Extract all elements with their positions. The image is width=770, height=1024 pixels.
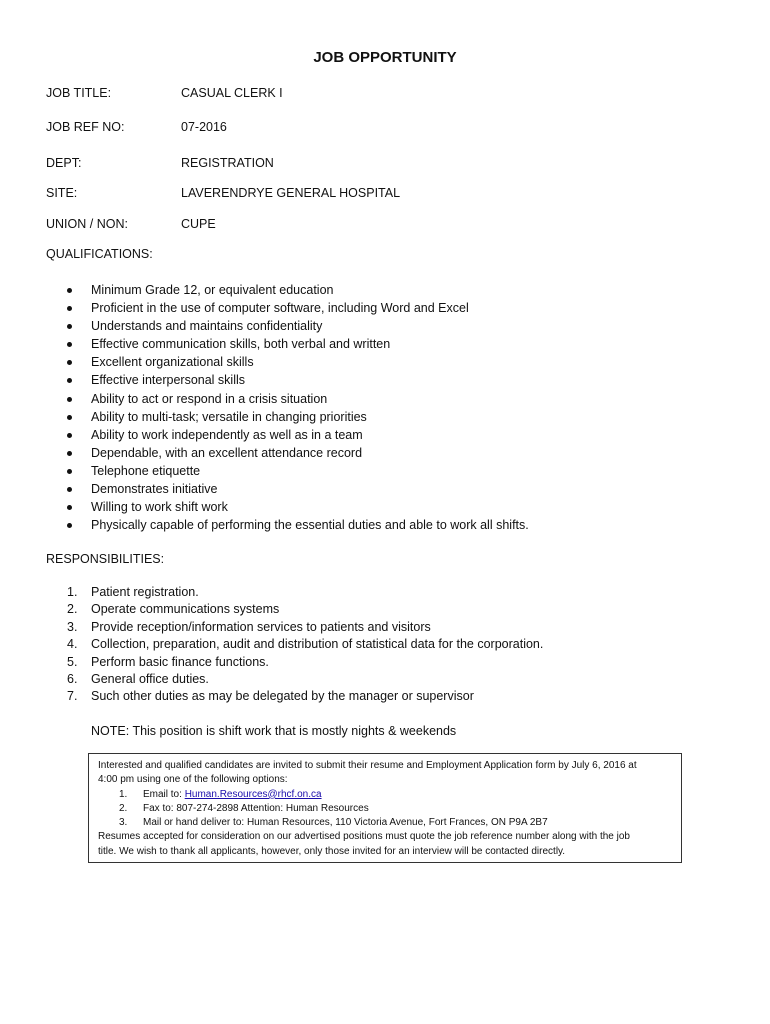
list-item bbox=[46, 516, 529, 534]
application-notice-box bbox=[88, 753, 682, 863]
list-number: 2. bbox=[67, 602, 78, 617]
list-item bbox=[46, 654, 543, 671]
list-item-text: Telephone etiquette bbox=[91, 463, 201, 478]
job-title-label: JOB TITLE: bbox=[46, 86, 112, 100]
notice-intro-line-2: 4:00 pm using one of the following options: bbox=[98, 774, 288, 786]
list-item bbox=[46, 353, 529, 371]
option-mail bbox=[98, 816, 672, 830]
list-item bbox=[46, 281, 529, 299]
dept-label: DEPT: bbox=[46, 156, 82, 170]
list-item-text: Such other duties as may be delegated by the manager or supervisor bbox=[91, 689, 474, 704]
list-item-text: Excellent organizational skills bbox=[91, 355, 254, 370]
list-item-text: Patient registration. bbox=[91, 585, 199, 599]
list-item bbox=[46, 636, 543, 653]
qualifications-heading: QUALIFICATIONS: bbox=[46, 247, 153, 261]
bullet-icon bbox=[67, 288, 72, 293]
list-item bbox=[46, 390, 529, 408]
list-item-text: Demonstrates initiative bbox=[91, 482, 218, 497]
list-number: 1. bbox=[67, 585, 78, 599]
list-item-text: Minimum Grade 12, or equivalent education bbox=[91, 283, 334, 297]
list-item-text: Ability to act or respond in a crisis situation bbox=[91, 391, 328, 406]
list-item-text: Effective communication skills, both verbal and written bbox=[91, 337, 391, 352]
option-text: Email to: bbox=[143, 788, 185, 800]
list-item-text: Willing to work shift work bbox=[91, 500, 228, 515]
site-value: LAVERENDRYE GENERAL HOSPITAL bbox=[181, 186, 401, 200]
list-item bbox=[46, 335, 529, 353]
page-title: JOB OPPORTUNITY bbox=[313, 49, 457, 66]
list-item-text: Provide reception/information services to patients and visitors bbox=[91, 619, 431, 634]
job-ref-value: 07-2016 bbox=[181, 120, 227, 134]
bullet-icon bbox=[67, 324, 72, 329]
list-item-text: Proficient in the use of computer software, including Word and Excel bbox=[91, 301, 469, 316]
list-item-text: Ability to work independently as well as in a team bbox=[91, 427, 363, 442]
list-number: 2. bbox=[119, 802, 128, 814]
list-item bbox=[46, 601, 543, 618]
site-label: SITE: bbox=[46, 186, 78, 200]
list-item bbox=[46, 317, 529, 335]
list-item-text: General office duties. bbox=[91, 671, 209, 686]
list-item bbox=[46, 498, 529, 516]
bullet-icon bbox=[67, 378, 72, 383]
bullet-icon bbox=[67, 469, 72, 474]
bullet-icon bbox=[67, 433, 72, 438]
list-item-text: Perform basic finance functions. bbox=[91, 654, 269, 669]
job-title-value: CASUAL CLERK I bbox=[181, 86, 283, 100]
option-fax bbox=[98, 802, 672, 816]
list-item-text: Collection, preparation, audit and distribution of statistical data for the corporation. bbox=[91, 637, 544, 652]
bullet-icon bbox=[67, 523, 72, 528]
email-link[interactable]: Human.Resources@rhcf.on.ca bbox=[184, 788, 322, 800]
list-item bbox=[46, 584, 543, 601]
job-ref-label: JOB REF NO: bbox=[46, 120, 125, 134]
union-label: UNION / NON: bbox=[46, 217, 128, 231]
option-text: Mail or hand deliver to: Human Resources, 110 Victoria Avenue, Fort Frances, ON P9A 2B7 bbox=[143, 817, 548, 829]
bullet-icon bbox=[67, 505, 72, 510]
list-item-text: Ability to multi-task; versatile in changing priorities bbox=[91, 409, 367, 424]
bullet-icon bbox=[67, 360, 72, 365]
list-number: 3. bbox=[119, 817, 128, 829]
list-item bbox=[46, 671, 543, 688]
responsibilities-heading: RESPONSIBILITIES: bbox=[46, 552, 165, 566]
list-number: 6. bbox=[67, 671, 78, 686]
list-number: 4. bbox=[67, 637, 78, 652]
option-text: Fax to: 807-274-2898 Attention: Human Resources bbox=[143, 802, 369, 814]
list-number: 5. bbox=[67, 654, 78, 669]
list-item bbox=[46, 688, 543, 705]
list-item-text: Understands and maintains confidentiality bbox=[91, 319, 323, 334]
responsibilities-list bbox=[46, 584, 543, 706]
list-number: 7. bbox=[67, 689, 78, 704]
list-item-text: Physically capable of performing the essential duties and able to work all shifts. bbox=[91, 518, 529, 533]
bullet-icon bbox=[67, 415, 72, 420]
dept-value: REGISTRATION bbox=[181, 156, 274, 170]
qualifications-list bbox=[46, 281, 529, 534]
bullet-icon bbox=[67, 451, 72, 456]
shift-note: NOTE: This position is shift work that is mostly nights & weekends bbox=[91, 724, 457, 738]
option-email bbox=[98, 788, 672, 802]
list-item bbox=[46, 619, 543, 636]
bullet-icon bbox=[67, 306, 72, 311]
list-item-text: Effective interpersonal skills bbox=[91, 373, 246, 388]
list-item bbox=[46, 480, 529, 498]
list-item bbox=[46, 444, 529, 462]
list-item-text: Dependable, with an excellent attendance record bbox=[91, 445, 363, 460]
union-value: CUPE bbox=[181, 217, 216, 231]
notice-closing-line-2: title. We wish to thank all applicants, however, only those invited for an interview will be contacted directly. bbox=[98, 845, 566, 857]
list-item bbox=[46, 371, 529, 389]
list-item bbox=[46, 462, 529, 480]
list-number: 1. bbox=[119, 788, 128, 800]
list-item bbox=[46, 299, 529, 317]
bullet-icon bbox=[67, 397, 72, 402]
list-item bbox=[46, 408, 529, 426]
bullet-icon bbox=[67, 487, 72, 492]
notice-intro-line-1: Interested and qualified candidates are invited to submit their resume and Employment Application form by July 6, 2016 at bbox=[98, 760, 637, 771]
list-number: 3. bbox=[67, 619, 78, 634]
submission-options-list bbox=[98, 788, 672, 831]
list-item bbox=[46, 426, 529, 444]
notice-closing-line-1: Resumes accepted for consideration on our advertised positions must quote the job reference number along with the job bbox=[98, 831, 630, 843]
list-item-text: Operate communications systems bbox=[91, 602, 280, 617]
bullet-icon bbox=[67, 342, 72, 347]
